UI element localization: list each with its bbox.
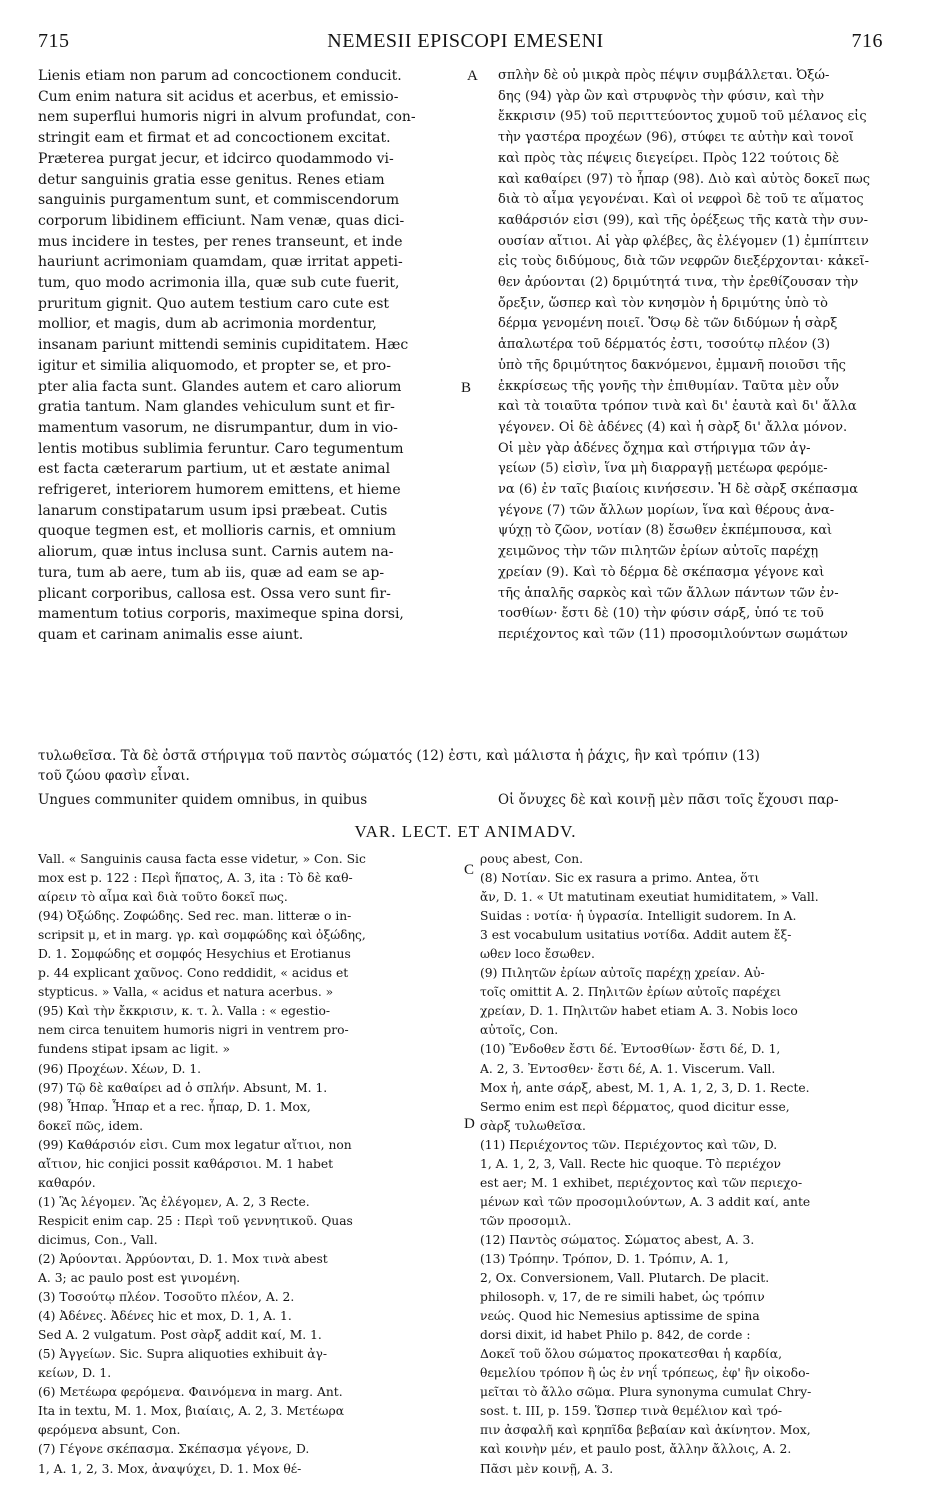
- latin-line: pruritum gignit. Quo autem testium caro cute est: [38, 295, 390, 312]
- greek-line: Οἱ μὲν γὰρ ἀδένες ὄχημα καὶ στήριγμα τῶν ἀγ-: [498, 440, 811, 456]
- note-line: 1, A. 1, 2, 3. Mox, ἀναψύχει, D. 1. Mox θέ-: [38, 1461, 302, 1476]
- note-line: μένων καὶ τῶν προσομιλούντων, A. 3 addit καί, ante: [480, 1194, 811, 1209]
- greek-line: θεν ἀρύονται (2) δριμύτητά τινα, τὴν ἐρεθίζουσαν τὴν: [498, 275, 859, 291]
- note-line: αὐτοῖς, Con.: [480, 1023, 559, 1038]
- note-line: ωθεν loco ἔσωθεν.: [480, 947, 595, 962]
- note-line: sost. t. III, p. 159. Ὥσπερ τινὰ θεμέλιον καὶ τρό-: [480, 1404, 783, 1419]
- ungues-greek: Οἱ ὄνυχες δὲ καὶ κοινῇ μὲν πᾶσι τοῖς ἔχουσι παρ-: [498, 792, 839, 808]
- greek-line: ἁπαλωτέρα τοῦ δέρματός ἐστι, τοσούτῳ πλέον (3): [498, 337, 831, 353]
- latin-line: mus incidere in testes, per renes transeunt, et inde: [38, 233, 403, 250]
- latin-line: pter alia facta sunt. Glandes autem et caro aliorum: [38, 378, 402, 395]
- margin-letter-d: D: [464, 1116, 475, 1132]
- note-line: (3) Τοσούτῳ πλέον. Τοσοῦτο πλέον, A. 2.: [38, 1290, 295, 1305]
- greek-line: τοσθίων· ἔστι δὲ (10) τὴν φύσιν σάρξ, ὑπό τε τοῦ: [498, 606, 824, 622]
- greek-line: ἔκκρισιν (95) τοῦ περιττεύοντος χυμοῦ τοῦ μέλανος εἰς: [498, 109, 867, 125]
- note-line: πιν ἀσφαλῆ καὶ κρηπῖδα βεβαίαν καὶ ἀκίνητον. Mox,: [480, 1423, 811, 1438]
- greek-line: γείων (5) εἰσὶν, ἵνα μὴ διαρραγῇ μετέωρα φερόμε-: [498, 461, 828, 477]
- note-line: dorsi dixit, id habet Philo p. 842, de corde :: [480, 1328, 751, 1343]
- note-line: (2) Ἀρύονται. Ἀρρύονται, D. 1. Mox τινὰ abest: [38, 1251, 328, 1266]
- note-line: (5) Ἀγγείων. Sic. Supra aliquoties exhibuit ἀγ-: [38, 1347, 328, 1362]
- greek-text-column: [498, 66, 908, 646]
- latin-line: Præterea purgat jecur, et idcirco quodammodo vi-: [38, 150, 394, 167]
- left-page-number: 715: [38, 30, 70, 52]
- notes-right-column: [480, 850, 900, 1479]
- note-line: αίρειν τὸ αἷμα καὶ διὰ τοῦτο δοκεῖ πως.: [38, 890, 288, 905]
- section-title: VAR. LECT. ET ANIMADV.: [354, 822, 577, 841]
- note-line: (9) Πιλητῶν ἐρίων αὐτοῖς παρέχῃ χρείαν. Αὐ-: [480, 966, 765, 981]
- note-line: Suidas : νοτία· ἡ ὑγρασία. Intelligit sudorem. In A.: [480, 909, 797, 924]
- latin-line: tum, quo modo acrimonia illa, quæ sub cute fuerit,: [38, 275, 400, 292]
- latin-line: mollior, et magis, dum ab acrimonia mordentur,: [38, 316, 377, 333]
- latin-line: tura, tum ab aere, tum ab iis, quæ ad eam se ap-: [38, 564, 385, 581]
- latin-line: corporum libidinem efficiunt. Nam venæ, quas dici-: [38, 212, 405, 229]
- note-line: Respicit enim cap. 25 : Περὶ τοῦ γεννητικοῦ. Quas: [38, 1213, 353, 1228]
- note-line: (12) Παντὸς σώματος. Σώματος abest, A. 3.: [480, 1232, 755, 1247]
- note-line: (94) Ὀξώδης. Ζοφώδης. Sed rec. man. litteræ o in-: [38, 909, 352, 924]
- latin-line: plicant corporibus, callosa est. Ossa vero sunt fir-: [38, 585, 391, 602]
- greek-line: ὑπὸ τῆς δριμύτητος δακνόμενοι, ἐμμανῆ ποιοῦσι τῆς: [498, 357, 846, 373]
- note-line: φερόμενα absunt, Con.: [38, 1423, 181, 1438]
- note-line: A. 2, 3. Ἐντοσθεν· ἔστι δέ, A. 1. Viscerum. Vall.: [480, 1061, 776, 1076]
- note-line: nem circa tenuitem humoris nigri in ventrem pro-: [38, 1023, 349, 1038]
- latin-line: est facta cæterarum partium, ut et æstate animal: [38, 461, 391, 478]
- greek-line: να (6) ἐν ταῖς βιαίοις κινήσεσιν. Ἡ δὲ σὰρξ σκέπασμα: [498, 482, 859, 498]
- note-line: fundens stipat ipsam ac ligit. »: [38, 1042, 231, 1057]
- latin-line: igitur et similia aliquomodo, et propter se, et pro-: [38, 357, 391, 374]
- note-line: (6) Μετέωρα φερόμενα. Φαινόμενα in marg. Ant.: [38, 1385, 343, 1400]
- note-line: 1, A. 1, 2, 3, Vall. Recte hic quoque. Τὸ περιέχον: [480, 1156, 782, 1171]
- note-line: dicimus, Con., Vall.: [38, 1232, 158, 1247]
- greek-line: διὰ τὸ αἷμα γεγονέναι. Καὶ οἱ νεφροὶ δὲ τοῦ τε αἵματος: [498, 192, 864, 208]
- greek-line: καὶ τὰ τοιαῦτα τρόπον τινὰ καὶ δι' ἑαυτὰ καὶ δι' ἄλλα: [498, 399, 857, 415]
- note-line: νεώς. Quod hic Nemesius aptissime de spina: [480, 1309, 760, 1324]
- note-line: est aer; M. 1 exhibet, περιέχοντος καὶ τῶν περιεχο-: [480, 1175, 803, 1190]
- note-line: (4) Ἀδένες. Ἀδένες hic et mox, D. 1, A. 1.: [38, 1309, 292, 1324]
- note-line: Vall. « Sanguinis causa facta esse videtur, » Con. Sic: [38, 852, 366, 866]
- latin-line: refrigeret, interiorem humorem emittens, et hieme: [38, 482, 401, 499]
- greek-line: ὄρεξιν, ὥσπερ καὶ τὸν κνησμὸν ἡ δριμύτης ὑπὸ τὸ: [498, 295, 829, 311]
- note-line: scripsit μ, et in marg. γρ. καὶ σομφώδης καὶ ὀξώδης,: [38, 928, 366, 943]
- note-line: philosoph. v, 17, de re simili habet, ὡς τρόπιν: [480, 1290, 765, 1305]
- note-line: θεμελίου τρόπον ἢ ὡς ἐν νηΐ τρόπεως, ἐφ' ἣν οἰκοδο-: [480, 1366, 810, 1381]
- note-line: (95) Καὶ τὴν ἔκκρισιν, κ. τ. λ. Valla : « egestio-: [38, 1004, 331, 1019]
- margin-letter-a: A: [467, 68, 478, 84]
- wide-line-text: τυλωθεῖσα. Τὰ δὲ ὀστᾶ στήριγμα τοῦ παντὸς σώματός (12) ἐστι, καὶ μάλιστα ἡ ῥάχις, ἣν καὶ τρόπιν (13): [38, 748, 760, 764]
- note-line: χρείαν, D. 1. Πηλιτῶν habet etiam A. 3. Nobis loco: [480, 1004, 798, 1019]
- greek-line: ἐκκρίσεως τῆς γονῆς τὴν ἐπιθυμίαν. Ταῦτα μὲν οὖν: [498, 378, 840, 394]
- greek-line: εἰς τοὺς διδύμους, διὰ τῶν νεφρῶν διεξέρχονται· κἀκεῖ-: [498, 254, 870, 270]
- latin-line: gratia tantum. Nam glandes vehiculum sunt et fir-: [38, 399, 395, 416]
- greek-line: σπλὴν δὲ οὐ μικρὰ πρὸς πέψιν συμβάλλεται. Ὀξώ-: [498, 68, 830, 83]
- greek-line: καθάρσιόν εἰσι (99), καὶ τῆς ὀρέξεως τῆς κατὰ τὴν συν-: [498, 212, 868, 228]
- note-line: Ita in textu, M. 1. Mox, βιαίαις, A. 2, 3. Μετέωρα: [38, 1404, 344, 1419]
- note-line: (11) Περιέχοντος τῶν. Περιέχοντος καὶ τῶν, D.: [480, 1137, 778, 1152]
- note-line: (1) Ἃς λέγομεν. Ἃς ἐλέγομεν, A. 2, 3 Recte.: [38, 1194, 310, 1209]
- note-line: μεῖται τὸ ἄλλο σῶμα. Plura synonyma cumulat Chry-: [480, 1385, 812, 1400]
- greek-line: δέρμα γενομένη ποιεῖ. Ὅσῳ δὲ τῶν διδύμων ἡ σὰρξ: [498, 316, 838, 332]
- latin-text-column: [38, 66, 460, 646]
- greek-line: τῆς ἁπαλῆς σαρκὸς καὶ τῶν ἄλλων πάντων τῶν ἐν-: [498, 585, 839, 601]
- note-line: (8) Νοτίαν. Sic ex rasura a primo. Antea, ὅτι: [480, 871, 760, 886]
- greek-line: χειμῶνος τὴν τῶν πιλητῶν ἐρίων αὐτοῖς παρέχῃ: [498, 544, 819, 560]
- note-line: καὶ κοινὴν μέν, et paulo post, ἄλλην ἄλλοις, A. 2.: [480, 1442, 792, 1457]
- note-line: mox est p. 122 : Περὶ ἥπατος, A. 3, ita : Τὸ δὲ καθ-: [38, 871, 353, 886]
- note-line: τοῖς omittit A. 2. Πηλιτῶν ἐρίων αὐτοῖς παρέχει: [480, 985, 782, 1000]
- note-line: (7) Γέγονε σκέπασμα. Σκέπασμα γέγονε, D.: [38, 1442, 310, 1457]
- greek-line: γέγονεν. Οἱ δὲ ἀδένες (4) καὶ ἡ σὰρξ δι' ἄλλα μόνον.: [498, 419, 848, 435]
- note-line: ρους abest, Con.: [480, 852, 584, 866]
- note-line: καθαρόν.: [38, 1175, 96, 1190]
- ungues-line: [38, 790, 898, 810]
- note-line: δοκεῖ πῶς, idem.: [38, 1118, 144, 1133]
- wide-line: [38, 746, 898, 786]
- note-line: ἄν, D. 1. « Ut matutinam exeutiat humiditatem, » Vall.: [480, 890, 819, 905]
- note-line: (10) Ἔνδοθεν ἔστι δέ. Ἐντοσθίων· ἔστι δέ, D. 1,: [480, 1042, 781, 1057]
- latin-line: detur sanguinis gratia esse genitus. Renes etiam: [38, 171, 385, 188]
- note-line: 3 est vocabulum usitatius νοτίδα. Addit autem ἔξ-: [480, 928, 792, 943]
- note-line: σὰρξ τυλωθεῖσα.: [480, 1118, 586, 1133]
- latin-line: quam et carinam animalis esse aiunt.: [38, 626, 304, 643]
- latin-line: Cum enim natura sit acidus et acerbus, et emissio-: [38, 88, 399, 105]
- greek-line: καὶ πρὸς τὰς πέψεις διεγείρει. Πρὸς 122 τούτοις δὲ: [498, 150, 840, 166]
- page-header: [0, 30, 931, 60]
- latin-line: insanam pariunt mittendi seminis cupiditatem. Hæc: [38, 337, 409, 354]
- greek-line: ουσίαν αἴτιοι. Αἱ γὰρ φλέβες, ἃς ἐλέγομεν (1) ἐμπίπτειν: [498, 233, 869, 249]
- note-line: (96) Προχέων. Χέων, D. 1.: [38, 1061, 202, 1076]
- note-line: Δοκεῖ τοῦ ὅλου σώματος προκατεσθαι ἡ καρδία,: [480, 1347, 783, 1362]
- note-line: (98) Ἧπαρ. Ἧπαρ et a rec. ἧπαρ, D. 1. Mox,: [38, 1099, 311, 1114]
- ungues-latin: Ungues communiter quidem omnibus, in quibus: [38, 792, 368, 808]
- note-line: τῶν προσομιλ.: [480, 1213, 572, 1228]
- note-line: κείων, D. 1.: [38, 1366, 112, 1381]
- margin-letter-b: B: [461, 380, 472, 396]
- latin-line: hauriunt acrimoniam quamdam, quæ irritat appeti-: [38, 254, 403, 271]
- note-line: αἴτιον, hic conjici possit καθάρσιοι. M. 1 habet: [38, 1156, 334, 1171]
- latin-line: lentis motibus sublimia feruntur. Caro tegumentum: [38, 440, 404, 457]
- note-line: Sermo enim est περὶ δέρματος, quod dicitur esse,: [480, 1099, 790, 1114]
- latin-line: stringit eam et firmat et ad concoctionem excitat.: [38, 130, 391, 147]
- latin-line: sanguinis purgamentum sunt, et commiscendorum: [38, 192, 400, 209]
- latin-line: mamentum totius corporis, maximeque spina dorsi,: [38, 606, 404, 623]
- note-line: (13) Τρόπην. Τρόπον, D. 1. Τρόπιν, A. 1,: [480, 1251, 729, 1266]
- latin-line: nem superflui humoris nigri in alvum profundat, con-: [38, 109, 416, 126]
- right-page-number: 716: [851, 30, 883, 52]
- notes-left-column: [38, 850, 460, 1479]
- note-line: A. 3; ac paulo post est γινομένη.: [38, 1271, 241, 1286]
- note-line: (99) Καθάρσιόν εἰσι. Cum mox legatur αἴτιοι, non: [38, 1137, 352, 1152]
- running-title: NEMESII EPISCOPI EMESENI: [327, 30, 604, 52]
- latin-line: aliorum, quæ intus inclusa sunt. Carnis autem na-: [38, 544, 394, 561]
- greek-line: δης (94) γὰρ ὢν καὶ στρυφνὸς τὴν φύσιν, καὶ τὴν: [498, 88, 824, 104]
- greek-line: περιέχοντος καὶ τῶν (11) προσομιλούντων σωμάτων: [498, 626, 848, 642]
- greek-line: χρείαν (9). Καὶ τὸ δέρμα δὲ σκέπασμα γέγονε καὶ: [498, 564, 825, 580]
- margin-letter-c: C: [464, 862, 475, 878]
- note-line: p. 44 explicant χαῦνος. Cono reddidit, « acidus et: [38, 966, 349, 981]
- note-line: stypticus. » Valla, « acidus et natura acerbus. »: [38, 985, 334, 1000]
- note-line: (97) Τῷ δὲ καθαίρει ad ὁ σπλήν. Absunt, M. 1.: [38, 1080, 328, 1095]
- latin-line: lanarum constipatarum usum ipsi præbeat. Cutis: [38, 502, 388, 519]
- latin-line: quoque tegmen est, et mollioris carnis, et omnium: [38, 523, 397, 540]
- note-line: 2, Ox. Conversionem, Vall. Plutarch. De placit.: [480, 1271, 770, 1286]
- note-line: Πᾶσι μὲν κοινῇ, A. 3.: [480, 1461, 614, 1476]
- greek-line: καὶ καθαίρει (97) τὸ ἧπαρ (98). Διὸ καὶ αὐτὸς δοκεῖ πως: [498, 171, 871, 187]
- latin-line: mamentum vasorum, ne disrumpantur, dum in vio-: [38, 419, 398, 436]
- greek-line: γέγονε (7) τῶν ἄλλων μορίων, ἵνα καὶ θέρους ἀνα-: [498, 502, 835, 518]
- latin-line: Lienis etiam non parum ad concoctionem conducit.: [38, 68, 402, 84]
- note-line: Sed A. 2 vulgatum. Post σὰρξ addit καί, M. 1.: [38, 1328, 322, 1343]
- note-line: Mox ἡ, ante σάρξ, abest, M. 1, A. 1, 2, 3, D. 1. Recte.: [480, 1080, 810, 1095]
- greek-line: τὴν γαστέρα προχέων (96), στύφει τε αὐτὴν καὶ τονοῖ: [498, 130, 854, 146]
- wide-line-text-2: τοῦ ζώου φασὶν εἶναι.: [38, 768, 190, 784]
- greek-line: ψύχῃ τὸ ζῶον, νοτίαν (8) ἔσωθεν ἐκπέμπουσα, καὶ: [498, 523, 833, 539]
- note-line: D. 1. Σομφώδης et σομφός Hesychius et Erotianus: [38, 947, 351, 962]
